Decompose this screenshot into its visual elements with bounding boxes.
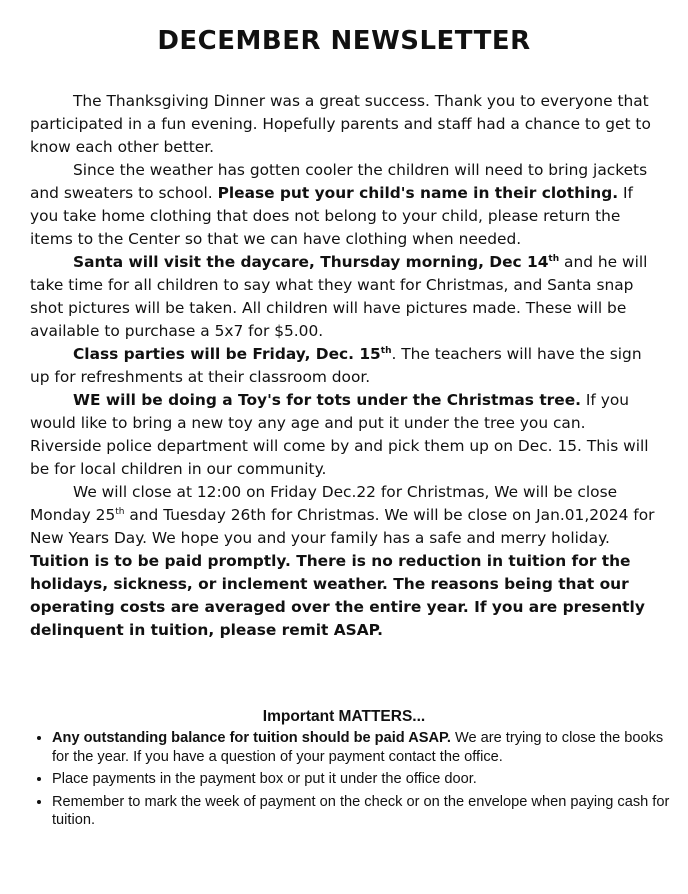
paragraph-text: and Tuesday 26th for Christmas. We will be close on Jan.01,2024 for New Years Day. We hope you and your family has a safe and merry holiday. <box>30 506 655 547</box>
paragraph-text: . The teachers will have the sign up for refreshments at their classroom door. <box>30 345 642 386</box>
paragraph-text: and he will take time for all children to say what they want for Christmas, and Santa snap shot pictures will be taken. All children will have pictures made. These will be available to purchase a 5x7 for $5.00. <box>30 253 648 340</box>
newsletter-title: DECEMBER NEWSLETTER <box>157 26 531 56</box>
list-item: • Remember to mark the week of payment on the check or on the envelope when paying cash for tuition. <box>52 793 682 830</box>
paragraph-text: If you take home clothing that does not belong to your child, please return the items to the Center so that we can have clothing when needed. <box>30 184 633 248</box>
paragraph-class-parties <box>30 343 660 389</box>
paragraph-santa <box>30 251 660 343</box>
paragraph-text: We will close at 12:00 on Friday Dec.22 for Christmas, We will be close Monday 25 <box>30 483 618 524</box>
newsletter-body <box>30 90 660 642</box>
paragraph-emphasis: Class parties will be Friday, Dec. 15th <box>73 345 392 363</box>
paragraph-emphasis: Santa will visit the daycare, Thursday morning, Dec 14th <box>73 253 560 271</box>
paragraph-toys-for-tots <box>30 389 660 481</box>
paragraph-text: The Thanksgiving Dinner was a great success. Thank you to everyone that participated in a fun evening. Hopefully parents and staff had a chance to get to know each other better. <box>30 92 651 156</box>
paragraph-emphasis: WE will be doing a Toy's for tots under the Christmas tree. <box>73 391 581 409</box>
paragraph-weather <box>30 159 660 251</box>
list-item: • Any outstanding balance for tuition should be paid ASAP. We are trying to close the books for the year. If you have a question of your payment contact the office. <box>52 729 682 766</box>
paragraph-emphasis: Please put your child's name in their clothing. <box>217 184 619 202</box>
paragraph-thanksgiving <box>30 90 660 159</box>
important-matters-list <box>30 729 682 834</box>
paragraph-text: Since the weather has gotten cooler the children will need to bring jackets and sweaters to school. <box>30 161 648 202</box>
list-item: • Place payments in the payment box or put it under the office door. <box>52 770 682 789</box>
important-matters-title: Important MATTERS... <box>262 708 426 725</box>
paragraph-tuition: Tuition is to be paid promptly. There is no reduction in tuition for the holidays, sickness, or inclement weather. The reasons being that our operating costs are averaged over the entire year. If you are presently delinquent in tuition, please remit ASAP. <box>30 552 645 639</box>
superscript: th <box>115 506 125 517</box>
paragraph-closures <box>30 481 660 550</box>
paragraph-text: If you would like to bring a new toy any age and put it under the tree you can. Riverside police department will come by and pick them up on Dec. 15. This will be for local children in our community. <box>30 391 649 478</box>
